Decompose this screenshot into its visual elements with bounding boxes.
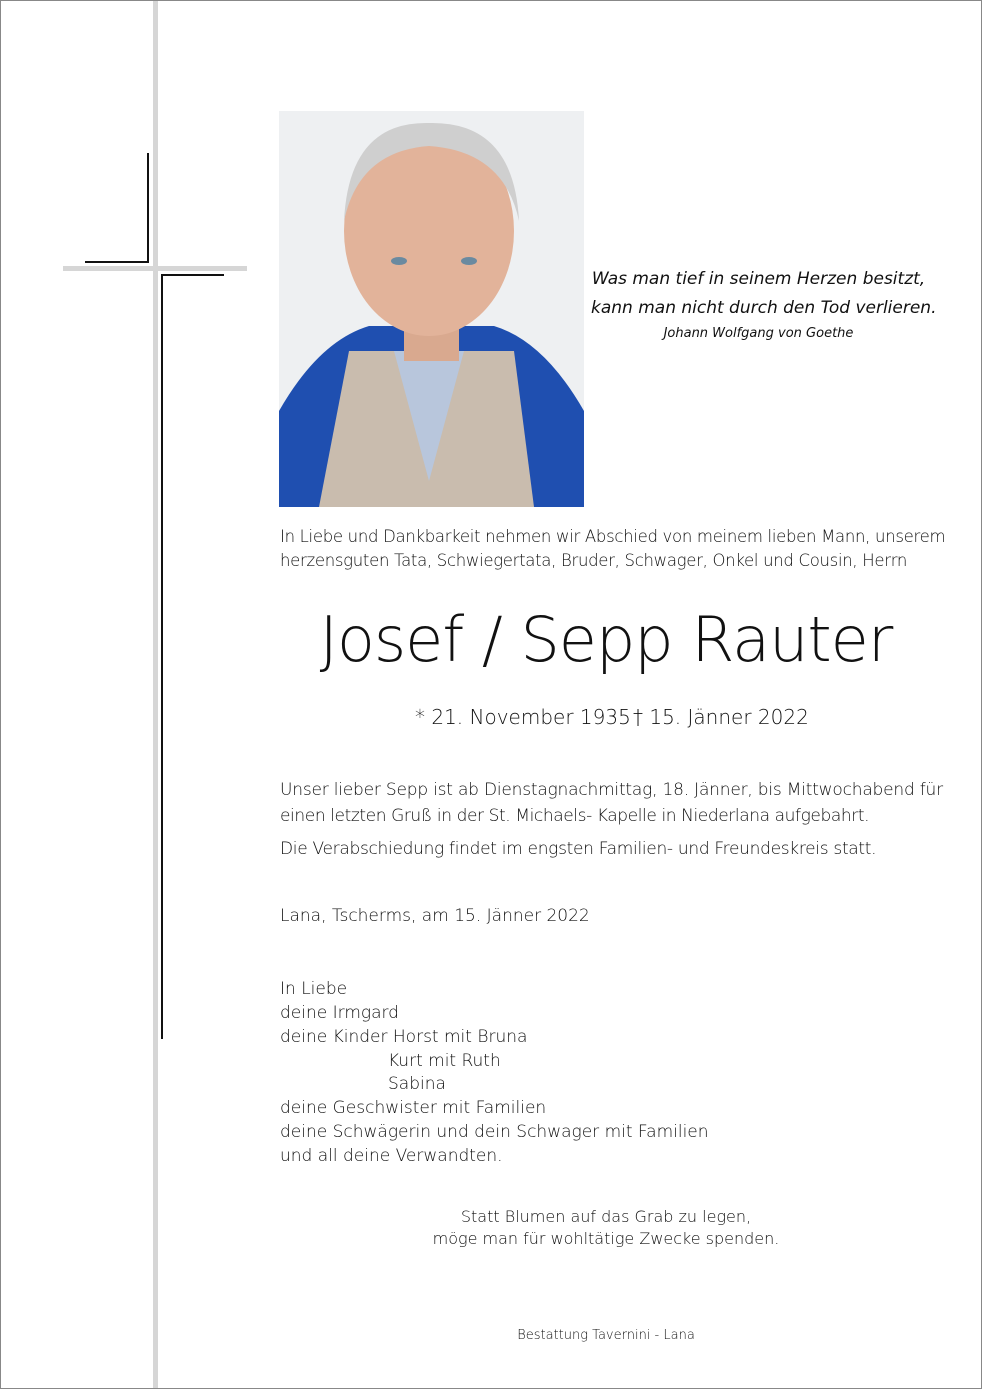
cross-line xyxy=(147,153,149,263)
portrait-photo xyxy=(279,111,584,507)
quote-author: Johann Wolfgang von Goethe xyxy=(663,326,854,341)
body-line: einen letzten Gruß in der St. Michaels- Kapelle in Niederlana aufgebahrt. xyxy=(280,806,870,826)
funeral-home: Bestattung Tavernini - Lana xyxy=(517,1328,695,1343)
mourner-line: Kurt mit Ruth xyxy=(388,1051,501,1071)
birth-date: * 21. November 1935 xyxy=(415,705,631,729)
body-line: Die Verabschiedung findet im engsten Familien- und Freundeskreis statt. xyxy=(280,839,877,859)
flowers-note: möge man für wohltätige Zwecke spenden. xyxy=(432,1229,780,1248)
cross-line xyxy=(161,274,163,1039)
body-line: Unser lieber Sepp ist ab Dienstagnachmittag, 18. Jänner, bis Mittwochabend für xyxy=(280,780,943,800)
quote-line: kann man nicht durch den Tod verlieren. xyxy=(591,298,937,318)
mourner-line: In Liebe xyxy=(280,979,348,999)
quote-line: Was man tief in seinem Herzen besitzt, xyxy=(591,269,926,289)
cross-horizontal-bar xyxy=(63,266,247,271)
mourner-line: Sabina xyxy=(388,1074,446,1094)
mourner-line: deine Geschwister mit Familien xyxy=(280,1098,547,1118)
mourner-line: und all deine Verwandten. xyxy=(280,1146,503,1166)
intro-line: herzensguten Tata, Schwiegertata, Bruder, Schwager, Onkel und Cousin, Herrn xyxy=(280,551,908,570)
flowers-note: Statt Blumen auf das Grab zu legen, xyxy=(460,1207,752,1226)
cross-vertical-bar xyxy=(153,1,158,1388)
place-date: Lana, Tscherms, am 15. Jänner 2022 xyxy=(280,906,590,926)
deceased-name: Josef / Sepp Rauter xyxy=(319,603,893,676)
cross-line xyxy=(85,261,149,263)
intro-line: In Liebe und Dankbarkeit nehmen wir Abschied von meinem lieben Mann, unserem xyxy=(280,527,946,546)
cross-line xyxy=(162,274,224,276)
mourner-line: deine Irmgard xyxy=(280,1003,399,1023)
mourner-line: deine Schwägerin und dein Schwager mit Familien xyxy=(280,1122,709,1142)
mourner-line: deine Kinder Horst mit Bruna xyxy=(280,1027,528,1047)
death-date: † 15. Jänner 2022 xyxy=(633,705,809,729)
